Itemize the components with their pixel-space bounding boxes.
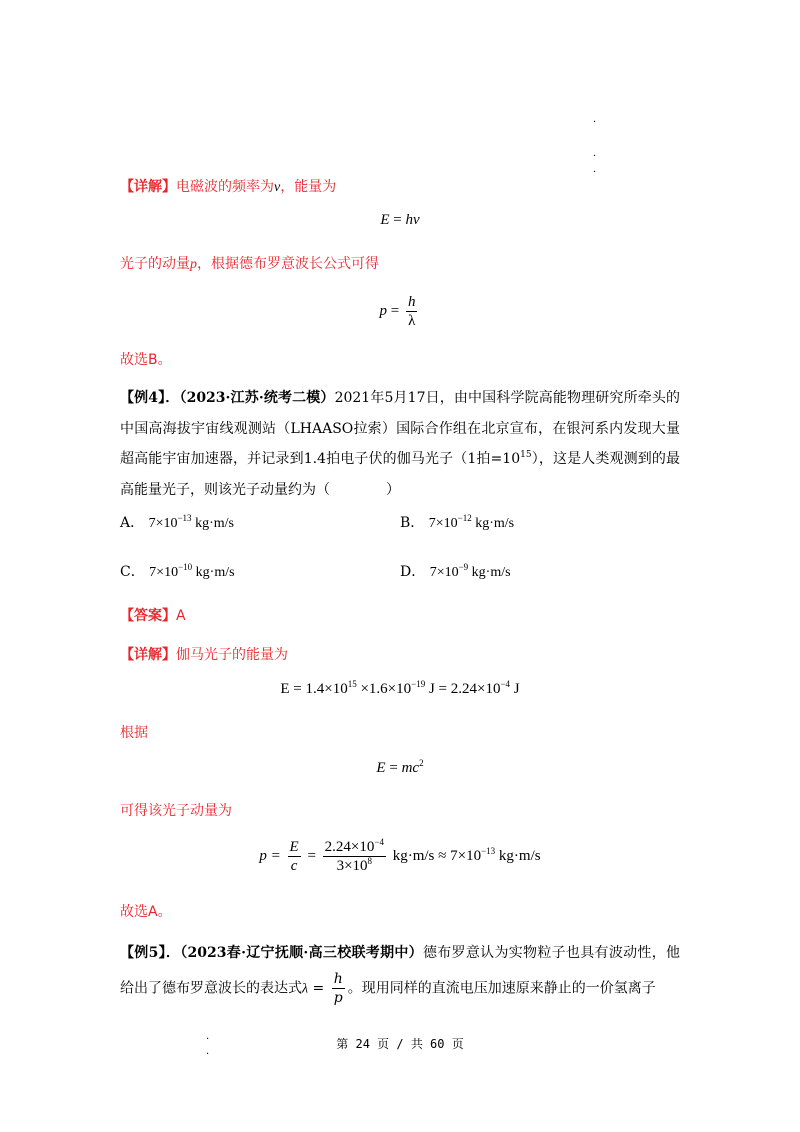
fraction — [323, 838, 386, 875]
stray-dot: · — [206, 1034, 210, 1045]
equation-e-mc2 — [0, 760, 800, 777]
eq-term: p — [379, 302, 388, 319]
option-key: C． — [120, 564, 145, 580]
detail-tag: 【详解】 — [120, 647, 176, 663]
option-key: D． — [400, 564, 426, 580]
option-value: 7×10 — [148, 516, 178, 531]
eq-term: = — [385, 760, 402, 776]
numerator: E — [289, 839, 299, 855]
answer-value: A — [176, 608, 186, 624]
eq-sup: −19 — [411, 679, 426, 689]
eq-term: mc — [401, 760, 420, 776]
equation-photon-energy — [0, 681, 800, 698]
page-footer: 第 24 页 / 共 60 页 — [336, 1037, 464, 1051]
detail-text: ，能量为 — [280, 179, 337, 195]
eq-term: ν — [412, 212, 420, 228]
equation-p-h-lambda — [0, 293, 800, 330]
stray-dot: · — [593, 151, 597, 162]
symbol-p: p — [190, 257, 197, 272]
eq-sup: 15 — [347, 679, 357, 689]
equation-momentum — [0, 838, 800, 875]
eq-term: p = — [259, 847, 285, 864]
example5-stem — [120, 936, 680, 1007]
example-text: ），这是人类观测到的最高能量光子，则该光子动量约为（ ） — [120, 451, 680, 498]
option-b[interactable] — [400, 512, 514, 532]
option-a[interactable] — [120, 512, 234, 532]
eq-term: h — [405, 212, 413, 228]
option-c[interactable] — [120, 561, 235, 581]
option-value: 7×10 — [428, 516, 458, 531]
eq-term: J = 2.24×10 — [425, 681, 501, 697]
option-unit: kg·m/s — [468, 565, 511, 580]
denominator: c — [290, 858, 298, 874]
detail2-line1 — [120, 640, 680, 670]
detail-text: 伽马光子的能量为 — [176, 647, 288, 663]
option-exp: −12 — [457, 513, 472, 523]
option-unit: kg·m/s — [471, 516, 515, 531]
eq-term: kg·m/s — [495, 847, 541, 864]
example-text: 德布罗意认为实物粒子也具有波动性，他给出了德布罗意波长的表达式 — [120, 945, 681, 997]
fraction — [288, 838, 301, 875]
option-d[interactable] — [400, 561, 511, 581]
detail1-line2 — [120, 249, 680, 280]
eq-term: = — [308, 980, 329, 997]
eq-term: E = 1.4×10 — [280, 681, 348, 697]
option-key: A． — [120, 515, 145, 531]
numerator: h — [333, 971, 343, 987]
eq-term: ×1.6×10 — [356, 681, 412, 697]
numerator: $2.24\times 10^{-4}$ — [324, 837, 384, 855]
example-label: 【例4】．（2023·江苏·统考二模） — [120, 390, 335, 406]
detail2-line2: 根据 — [120, 725, 148, 741]
eq-sup: −4 — [500, 679, 511, 689]
stray-dot: · — [593, 117, 597, 128]
detail1-line1 — [120, 172, 680, 203]
example-text: 。现用同样的直流电压加速原来静止的一价氢离子 — [347, 980, 656, 997]
eq-term: = — [303, 847, 320, 864]
denominator: p — [333, 990, 343, 1006]
detail-text: 光子的动量 — [120, 256, 190, 272]
eq-term: kg·m/s ≈ 7×10 — [388, 847, 482, 864]
option-exp: −13 — [177, 513, 192, 523]
symbol-lambda: λ — [302, 981, 309, 997]
option-key: B． — [400, 515, 425, 531]
eq-term: = — [387, 302, 403, 319]
detail1-conclusion: 故选B。 — [120, 352, 172, 368]
detail2-line3: 可得该光子动量为 — [120, 803, 232, 819]
answer-line — [120, 601, 680, 631]
option-value: 7×10 — [429, 565, 459, 580]
equation-e-h-nu — [0, 212, 800, 229]
option-value: 7×10 — [149, 565, 179, 580]
eq-sup: −13 — [481, 845, 496, 856]
detail2-conclusion: 故选A。 — [120, 904, 172, 920]
stray-dot: · — [206, 1049, 210, 1060]
denominator: λ — [408, 313, 416, 329]
eq-term: J — [510, 681, 520, 697]
detail-text: ，根据德布罗意波长公式可得 — [197, 256, 379, 272]
example4-stem — [120, 383, 680, 505]
symbol-nu: ν — [274, 180, 281, 195]
option-unit: kg·m/s — [191, 516, 234, 531]
example-text: 2021年5月17日，由中国科学院高能物理研究所牵头的中国高海拔宇宙线观测站（LHAASO拉索）国际合作组在北京宣布，在银河系内发现大量超高能宇宙加速器，并记录到1.4拍电子伏的伽马光子（1拍=10 — [120, 390, 680, 467]
eq-sup: 2 — [419, 758, 424, 768]
superscript: 15 — [520, 450, 532, 460]
eq-term: E — [380, 212, 390, 228]
option-exp: −10 — [178, 562, 193, 572]
stray-dot: · — [593, 167, 597, 178]
fraction — [332, 970, 345, 1007]
answer-tag: 【答案】 — [120, 608, 176, 624]
fraction — [406, 293, 418, 330]
example-label: 【例5】．（2023春·辽宁抚顺·高三校联考期中） — [120, 945, 423, 961]
denominator: $3\times 10^8$ — [336, 856, 373, 874]
eq-term: = — [389, 212, 406, 228]
eq-term: E — [376, 760, 386, 776]
detail-tag: 【详解】 — [120, 179, 176, 195]
option-unit: kg·m/s — [192, 565, 235, 580]
detail-text: 电磁波的频率为 — [176, 179, 274, 195]
option-exp: −9 — [458, 562, 469, 572]
numerator: h — [407, 294, 416, 310]
